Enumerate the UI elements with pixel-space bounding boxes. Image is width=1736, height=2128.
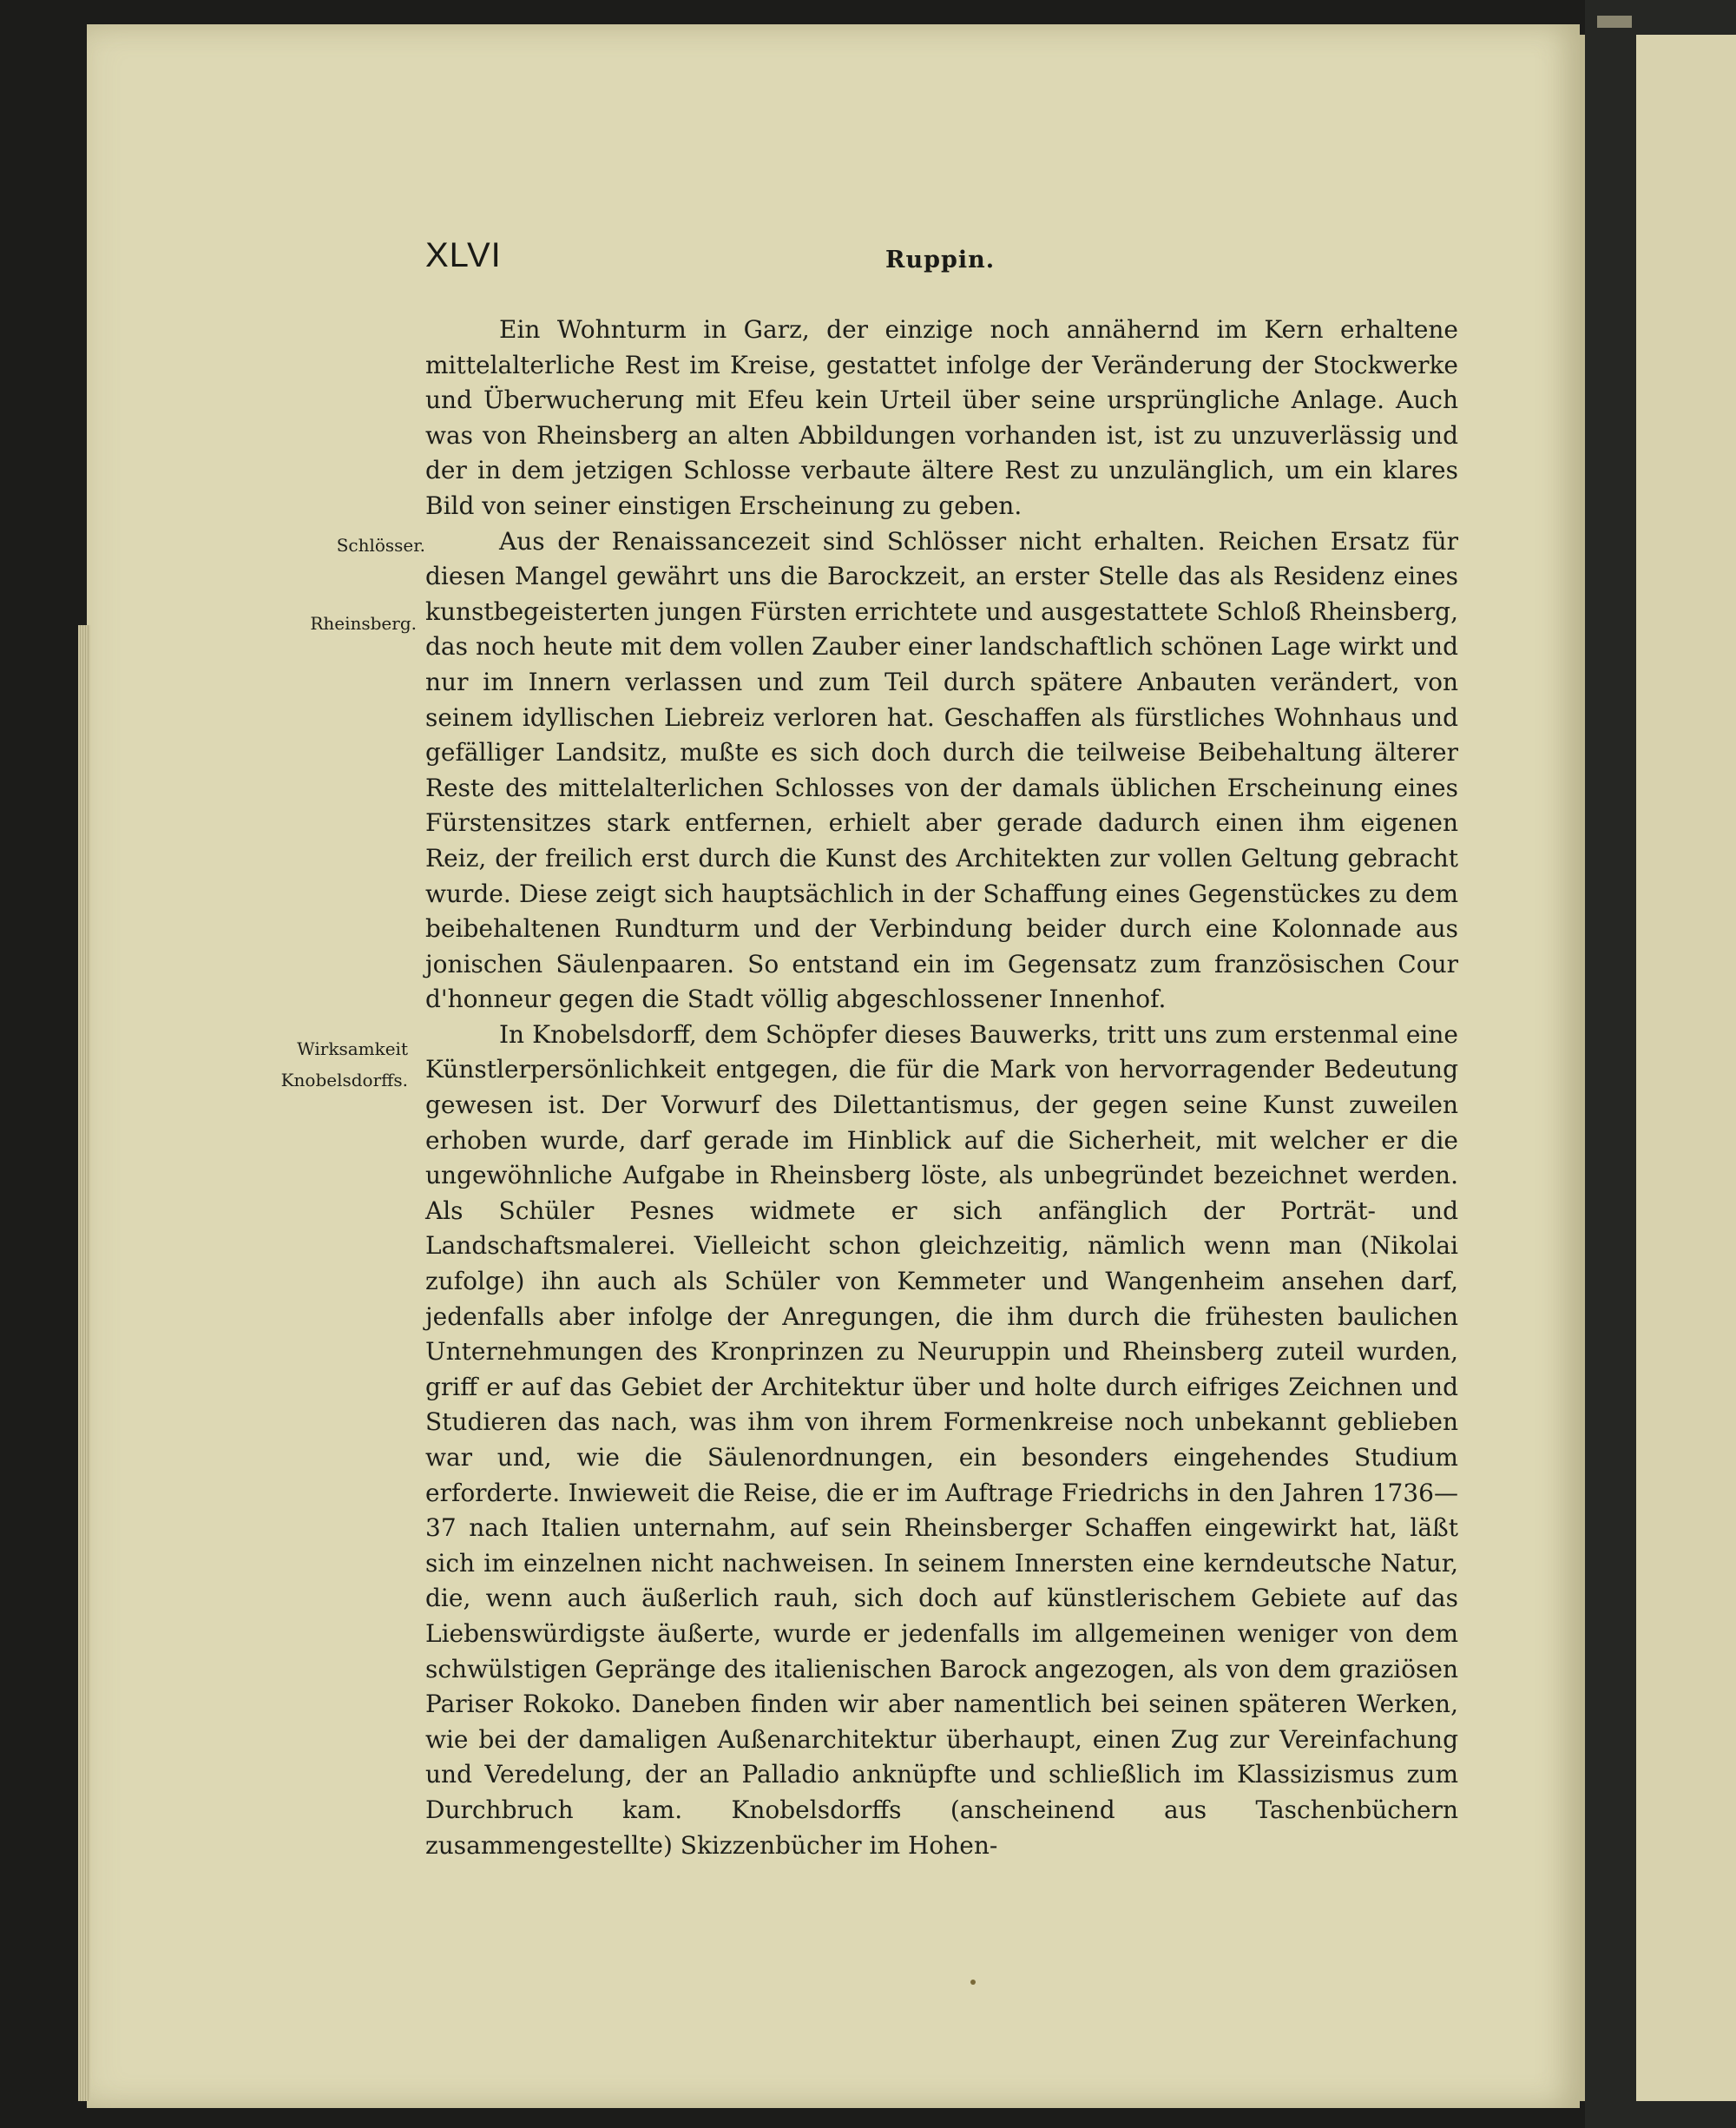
facing-page-edge xyxy=(1636,35,1736,2101)
margin-note-schloesser: Schlösser. xyxy=(336,535,425,556)
body-text xyxy=(425,313,1458,1863)
page-right-edge xyxy=(1580,35,1585,2101)
paragraph: Aus der Renaissancezeit sind Schlösser nicht erhalten. Reichen Ersatz für diesen Mangel gewährt uns die Barockzeit, an erster Stelle das als Residenz eines kunstbegeisterten jungen Fürsten errichtete und ausgestattete Schloß Rheinsberg, das noch heute mit dem vollen Zauber einer landschaftlich schönen Lage wirkt und nur im Innern verlassen und zum Teil durch spätere Anbauten verändert, von seinem idyllischen Liebreiz verloren hat. Geschaffen als fürstliches Wohnhaus und gefälliger Landsitz, mußte es sich doch durch die teilweise Beibehaltung älterer Reste des mittelalterlichen Schlosses von der damals üblichen Erscheinung eines Fürstensitzes stark entfernen, erhielt aber gerade dadurch einen ihm eigenen Reiz, der freilich erst durch die Kunst des Architekten zur vollen Geltung gebracht wurde. Diese zeigt sich hauptsächlich in der Schaffung eines Gegenstückes zu dem beibehaltenen Rundturm und der Verbindung beider durch eine Kolonnade aus jonischen Säulenpaaren. So entstand ein im Gegensatz zum französischen Cour d'honneur gegen die Stadt völlig abgeschlossener Innenhof. xyxy=(425,526,1458,1014)
bookmark-tab xyxy=(1597,16,1632,28)
page-header xyxy=(425,236,1458,280)
page-stack-edge xyxy=(78,625,90,2101)
paragraph: In Knobelsdorff, dem Schöpfer dieses Bauwerks, tritt uns zum erstenmal eine Künstlerpersönlichkeit entgegen, die für die Mark von hervorragender Bedeutung gewesen ist. Der Vorwurf des Dilettantismus, der gegen seine Kunst zuweilen erhoben wurde, darf gerade im Hinblick auf die Sicherheit, mit welcher er die ungewöhnliche Aufgabe in Rheinsberg löste, als unbegründet bezeichnet werden. Als Schüler Pesnes widmete er sich anfänglich der Porträt- und Landschaftsmalerei. Vielleicht schon gleichzeitig, nämlich wenn man (Nikolai zufolge) ihn auch als Schüler von Kemmeter und Wangenheim ansehen darf, jedenfalls aber infolge der Anregungen, die ihm durch die frühesten baulichen Unternehmungen des Kronprinzen zu Neuruppin und Rheinsberg zuteil wurden, griff er auf das Gebiet der Architektur über und holte durch eifriges Zeichnen und Studieren das nach, was ihm von ihrem Formenkreise noch unbekannt geblieben war und, wie die Säulenordnungen, ein besonders eingehendes Studium erforderte. Inwieweit die Reise, die er im Auftrage Friedrichs in den Jahren 1736—37 nach Italien unternahm, auf sein Rheinsberger Schaffen eingewirkt hat, läßt sich im einzelnen nicht nachweisen. In seinem Innersten eine kerndeutsche Natur, die, wenn auch äußerlich rauh, sich doch auf künstlerischem Gebiete auf das Liebenswürdigste äußerte, wurde er jedenfalls im allgemeinen weniger von dem schwülstigen Gepränge des italienischen Barock angezogen, als von dem graziösen Pariser Rokoko. Daneben finden wir aber namentlich bei seinen späteren Werken, wie bei der damaligen Außenarchitektur überhaupt, einen Zug zur Vereinfachung und Veredelung, der an Palladio anknüpfte und schließlich im Klassizismus zum Durchbruch kam. Knobelsdorffs (anscheinend aus Taschenbüchern zusammengestellte) Skizzenbücher im Hohen- xyxy=(425,1019,1458,1860)
margin-note-knobelsdorff: Wirksamkeit Knobelsdorffs. xyxy=(280,1038,408,1090)
margin-note-rheinsberg: Rheinsberg. xyxy=(310,613,417,634)
page-number: XLVI xyxy=(425,236,502,274)
paragraph: Ein Wohnturm in Garz, der einzige noch annähernd im Kern erhaltene mittelalterliche Rest im Kreise, gestattet infolge der Veränderung der Stockwerke und Überwucherung mit Efeu kein Urteil über seine ursprüngliche Anlage. Auch was von Rheinsberg an alten Abbildungen vorhanden ist, ist zu unzuverlässig und der in dem jetzigen Schlosse verbaute ältere Rest zu unzulänglich, um ein klares Bild von seiner einstigen Erscheinung zu geben. xyxy=(425,315,1458,520)
paper-speck xyxy=(970,1980,976,1985)
running-title: Ruppin. xyxy=(885,247,996,273)
